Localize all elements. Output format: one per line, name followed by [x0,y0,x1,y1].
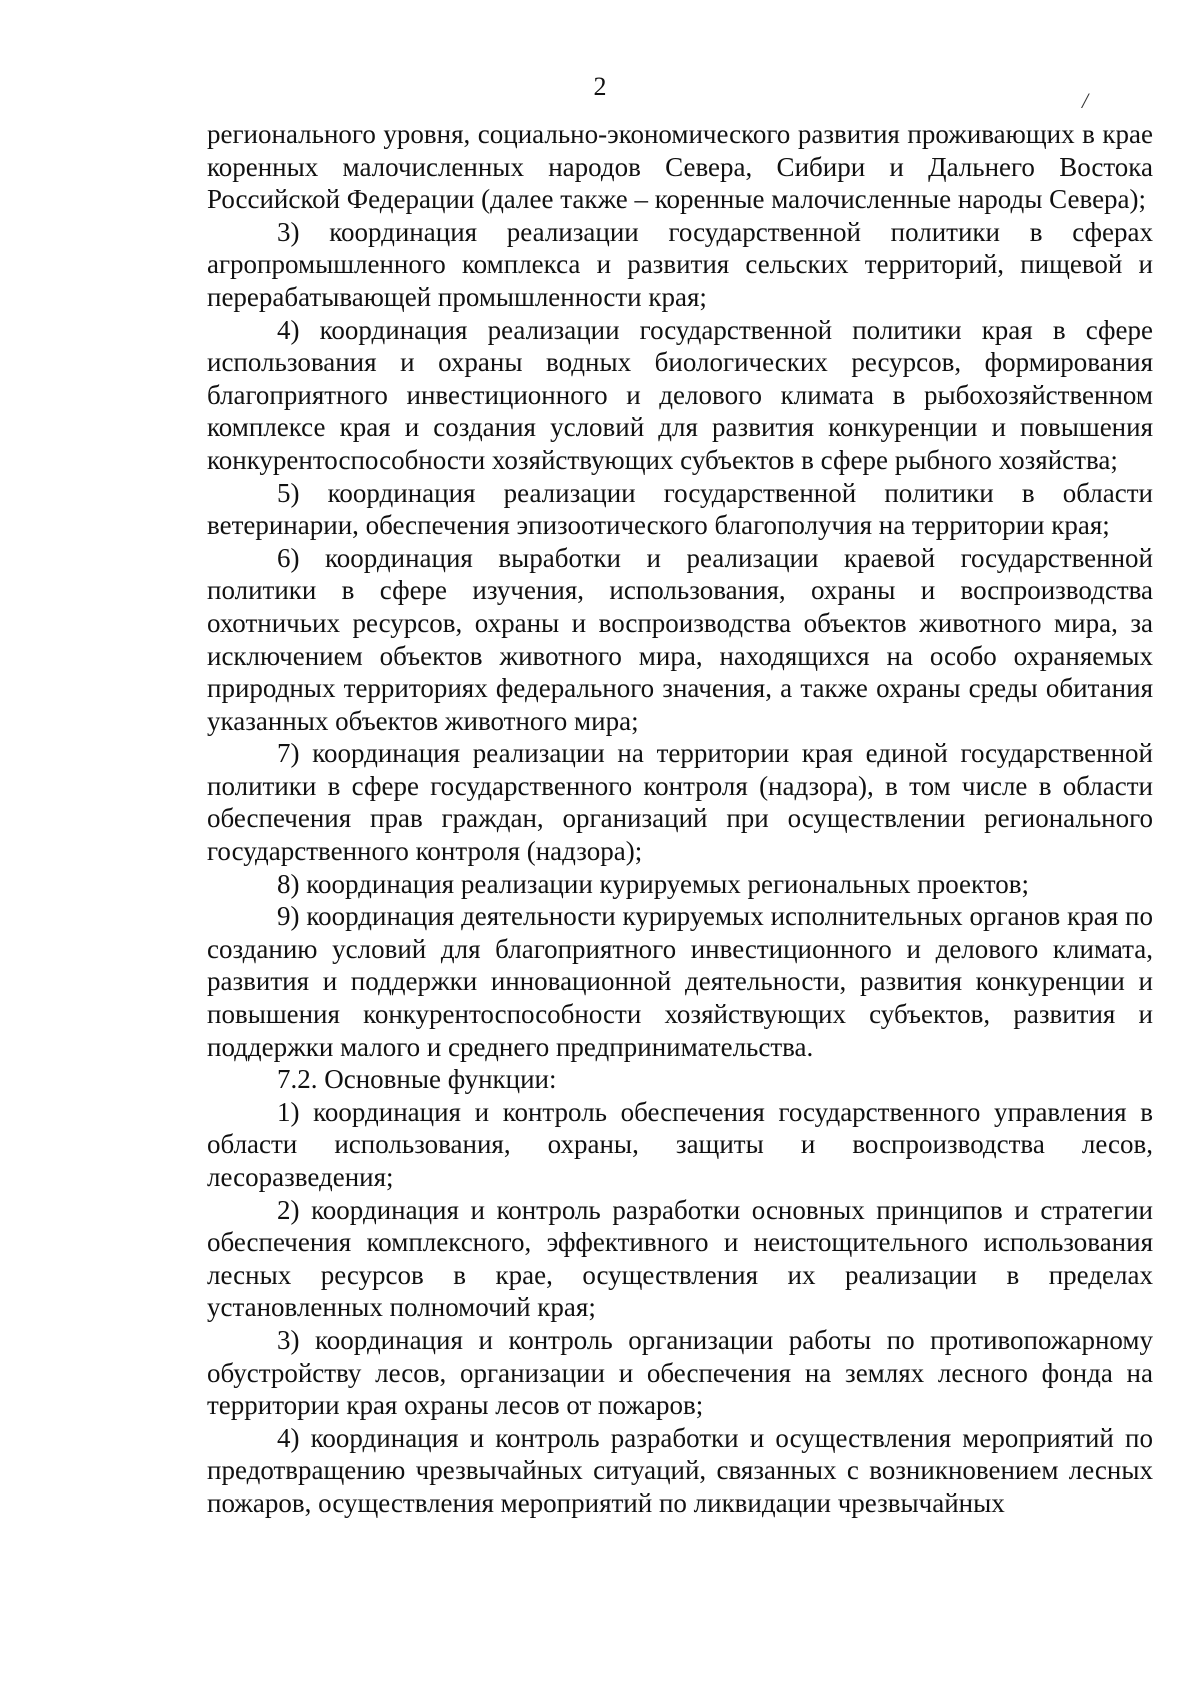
paragraph: 4) координация и контроль разработки и осуществления мероприятий по предотвращению чрезвычайных ситуаций, связанных с возникновением лесных пожаров, осуществления мероприятий по ликвидации чрезвычайных [207,1422,1153,1518]
paragraph: 7) координация реализации на территории края единой государственной политики в сфере государственного контроля (надзора), в том числе в области обеспечения прав граждан, организаций при осуществлении регионального государственного контроля (надзора); [207,738,1153,867]
section-heading: 7.2. Основные функции: [277,1064,557,1095]
paragraph: регионального уровня, социально-экономического развития проживающих в крае коренных малочисленных народов Севера, Сибири и Дальнего Востока Российской Федерации (далее также – коренные малочисленные народы Севера); [207,119,1153,215]
paragraph: 3) координация и контроль организации работы по противопожарному обустройству лесов, организации и обеспечения на землях лесного фонда на территории края охраны лесов от пожаров; [207,1324,1153,1421]
paragraph: 8) координация реализации курируемых региональных проектов; [277,868,1029,899]
paragraph: 5) координация реализации государственной политики в области ветеринарии, обеспечения эпизоотического благополучия на территории края; [207,477,1153,541]
paragraph: 2) координация и контроль разработки основных принципов и стратегии обеспечения комплексного, эффективного и неистощительного использования лесных ресурсов в крае, осуществления их реализации в пределах установленных полномочий края; [207,1194,1153,1323]
paragraph: 3) координация реализации государственной политики в сферах агропромышленного комплекса и развития сельских территорий, пищевой и перерабатывающей промышленности края; [207,216,1153,312]
paragraph: 1) координация и контроль обеспечения государственного управления в области использования, охраны, защиты и воспроизводства лесов, лесоразведения; [207,1096,1153,1192]
paragraph: 6) координация выработки и реализации краевой государственной политики в сфере изучения, использования, охраны и воспроизводства охотничьих ресурсов, охраны и воспроизводства объектов животного мира, за исключением объектов животного мира, находящихся на особо охраняемых природных территориях федерального значения, а также охраны среды обитания указанных объектов животного мира; [207,542,1153,736]
document-body [207,118,1153,1520]
paragraph: 4) координация реализации государственной политики края в сфере использования и охраны водных биологических ресурсов, формирования благоприятного инвестиционного и делового климата в рыбохозяйственном комплексе края и создания условий для развития конкуренции и повышения конкурентоспособности хозяйствующих субъектов в сфере рыбного хозяйства; [207,314,1153,475]
paragraph: 9) координация деятельности курируемых исполнительных органов края по созданию условий для благоприятного инвестиционного и делового климата, развития и поддержки инновационной деятельности, развития конкуренции и повышения конкурентоспособности хозяйствующих субъектов, развития и поддержки малого и среднего предпринимательства. [207,901,1153,1062]
margin-mark: / [1082,88,1089,113]
page-number: 2 [593,72,607,101]
